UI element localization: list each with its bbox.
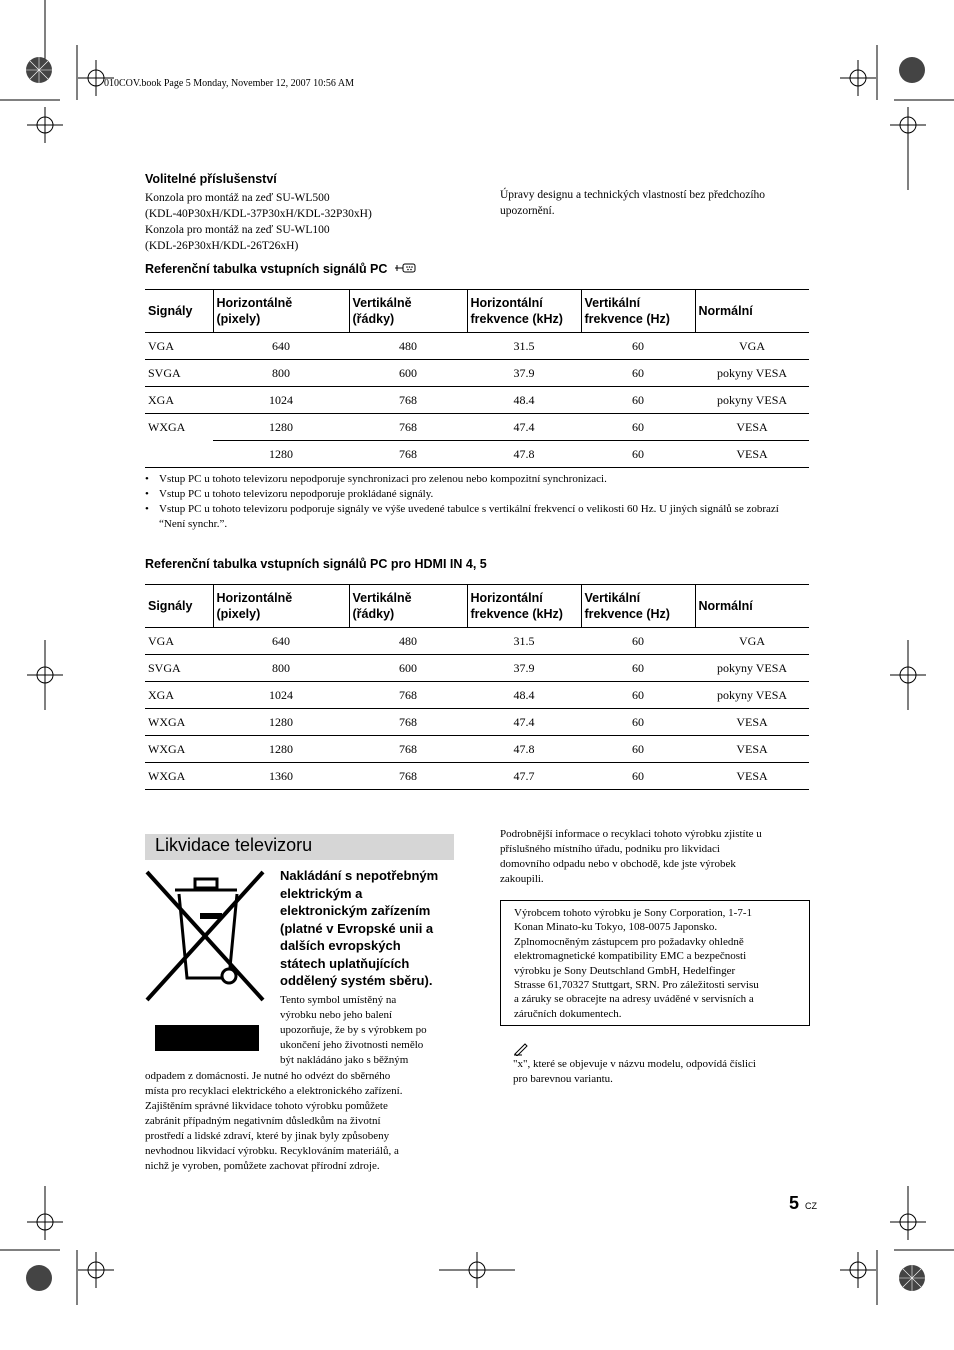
table-cell: 768	[349, 387, 467, 414]
heading-line: (platné v Evropské unii a	[280, 920, 434, 936]
heading-line: Nakládání s nepotřebným	[280, 868, 439, 883]
header-text: Horizontální	[470, 296, 543, 310]
table-cell: VESA	[695, 736, 809, 763]
table-cell: 1280	[213, 709, 349, 736]
note-item: • Vstup PC u tohoto televizoru nepodporuje prokládané signály.	[145, 487, 805, 502]
table-row	[145, 360, 809, 387]
text-line: Výrobcem tohoto výrobku je Sony Corporation, 1-7-1	[514, 907, 752, 919]
text-line: Strasse 61,70327 Stuttgart, SRN. Pro záležitosti servisu	[514, 979, 759, 992]
disposal-banner	[145, 834, 454, 860]
table-cell: WXGA	[145, 763, 213, 790]
table-cell: 47.4	[467, 709, 581, 736]
table-cell: 768	[349, 763, 467, 790]
table-cell: 480	[349, 333, 467, 360]
table-cell: 60	[581, 655, 695, 682]
table1-title	[145, 262, 418, 276]
page-number	[789, 1193, 817, 1214]
col-header-vertical	[349, 585, 467, 628]
table-cell: 768	[349, 709, 467, 736]
text-line: a záruky se obracejte na adresy uváděné v servisních a	[514, 993, 754, 1006]
heading-line: státech uplatňujících	[280, 955, 410, 971]
table-cell: VESA	[695, 763, 809, 790]
header-text: Vertikální	[584, 296, 641, 310]
col-header-vertical	[349, 290, 467, 333]
text-line: zakoupili.	[500, 873, 544, 885]
page-number-value: 5	[789, 1193, 800, 1213]
header-text: frekvence (Hz)	[584, 312, 670, 326]
pc-input-notes	[145, 472, 805, 532]
hdmi-signal-table	[145, 584, 809, 790]
table1-title-text: Referenční tabulka vstupních signálů PC	[145, 262, 388, 276]
heading-line: dalších evropských	[280, 938, 401, 953]
table-cell: 768	[349, 682, 467, 709]
text-line: Tento symbol umístěný na	[280, 994, 397, 1006]
table-cell: 60	[581, 682, 695, 709]
table-cell: SVGA	[145, 655, 213, 682]
col-header-standard	[695, 290, 809, 333]
text-line: domovního odpadu nebo v obchodě, kde jste výrobek	[500, 858, 736, 870]
disposal-text-narrow	[280, 993, 460, 1068]
header-text: (pixely)	[216, 607, 261, 621]
col-header-horizontal	[213, 290, 349, 333]
heading-line: oddělený systém sběru).	[280, 973, 433, 988]
text-line: ukončení jeho životnosti nemělo	[280, 1039, 424, 1051]
header-text: (pixely)	[216, 312, 261, 326]
pencil-note-icon	[513, 1042, 529, 1056]
text-line: Konan Minato-ku Tokyo, 108-0075 Japonsko.	[514, 921, 718, 934]
table-cell: pokyny VESA	[695, 387, 809, 414]
model-note	[513, 1057, 813, 1087]
table-cell: 640	[213, 628, 349, 655]
table-cell: 37.9	[467, 655, 581, 682]
note-item: • Vstup PC u tohoto televizoru podporuje signály ve výše uvedené tabulce s vertikální frekvencí o velikosti 60 Hz. U jiných signálů se zobrazí “Není synchr.”.	[145, 502, 805, 532]
text-line: výrobku je Sony Deutschland GmbH, Hedelfinger	[514, 964, 736, 977]
design-note-line: upozornění.	[500, 205, 555, 217]
table-cell: 1280	[213, 736, 349, 763]
table-cell	[145, 441, 213, 468]
col-header-horizontal	[213, 585, 349, 628]
table-cell: XGA	[145, 682, 213, 709]
header-text: Normální	[698, 304, 753, 318]
text-line: být nakládáno jako s běžným	[280, 1054, 409, 1066]
table-cell: 800	[213, 655, 349, 682]
table-cell: 1280	[213, 414, 349, 441]
table-row	[145, 736, 809, 763]
header-text: Vertikálně	[352, 591, 412, 605]
table-header-row	[145, 290, 809, 333]
header-text: frekvence (Hz)	[584, 607, 670, 621]
disposal-text-wide	[145, 1069, 465, 1174]
table-cell: 31.5	[467, 333, 581, 360]
table-cell: 768	[349, 736, 467, 763]
text-line: upozorňuje, že by s výrobkem po	[280, 1024, 427, 1036]
table-cell: 60	[581, 628, 695, 655]
col-header-signals	[145, 290, 213, 333]
text-line: nichž je vyroben, pomůžete zachovat přírodní zdroje.	[145, 1160, 380, 1172]
table-cell: WXGA	[148, 419, 186, 434]
design-note-line: Úpravy designu a technických vlastností bez předchozího	[500, 189, 766, 201]
text-line: Zajištěním správné likvidace tohoto výrobku pomůžete	[145, 1100, 388, 1112]
table-cell: XGA	[145, 387, 213, 414]
table-cell: 600	[349, 360, 467, 387]
table-cell: 48.4	[467, 682, 581, 709]
table-cell: 768	[349, 414, 467, 441]
table2-title: Referenční tabulka vstupních signálů PC pro HDMI IN 4, 5	[145, 557, 487, 571]
table-cell: 31.5	[467, 628, 581, 655]
table-cell: VGA	[145, 628, 213, 655]
table-cell: 60	[581, 333, 695, 360]
table-cell: 48.4	[467, 387, 581, 414]
table-cell: 37.9	[467, 360, 581, 387]
table-cell: 1024	[213, 682, 349, 709]
table-cell: WXGA	[145, 709, 213, 736]
table-cell: pokyny VESA	[695, 360, 809, 387]
table-row	[145, 709, 809, 736]
accessory-line: Konzola pro montáž na zeď SU-WL100	[145, 224, 330, 236]
col-header-vfreq	[581, 290, 695, 333]
table-row	[145, 763, 809, 790]
header-text: Horizontálně	[216, 591, 293, 605]
disposal-banner-title: Likvidace televizoru	[155, 835, 313, 855]
table-cell: 640	[213, 333, 349, 360]
text-line: záručních dokumentech.	[514, 1007, 622, 1020]
table-cell: 1360	[213, 763, 349, 790]
table-header-row	[145, 585, 809, 628]
table-cell: 60	[581, 387, 695, 414]
text-line: místa pro recyklaci elektrického a elektronického zařízení.	[145, 1085, 403, 1097]
table-cell: 60	[581, 763, 695, 790]
disposal-heading	[280, 867, 460, 990]
header-text: Signály	[148, 599, 193, 613]
table-row	[145, 655, 809, 682]
table-row	[145, 414, 809, 441]
table-cell: 47.8	[467, 736, 581, 763]
text-line: pro barevnou variantu.	[513, 1073, 613, 1085]
col-header-vfreq	[581, 585, 695, 628]
table-cell: 1280	[213, 441, 349, 468]
table-cell: 60	[581, 709, 695, 736]
header-text: (řádky)	[352, 312, 395, 326]
note-item: • Vstup PC u tohoto televizoru nepodporuje synchronizaci pro zelenou nebo kompozitní synchronizaci.	[145, 472, 805, 487]
text-line: příslušného místního úřadu, podniku pro likvidaci	[500, 843, 720, 855]
header-text: Vertikálně	[352, 296, 412, 310]
header-text: Signály	[148, 304, 193, 318]
table-cell: 60	[581, 360, 695, 387]
text-line: elektromagnetické kompatibility EMC a bezpečnosti	[514, 950, 747, 963]
text-line: zabránit případným negativním důsledkům na životní	[145, 1115, 381, 1127]
book-header-line: 010COV.book Page 5 Monday, November 12, 2007 10:56 AM	[104, 78, 354, 89]
text-line: nevhodnou likvidací výrobku. Recyklováním materiálů, a	[145, 1145, 399, 1157]
header-text: Horizontálně	[216, 296, 293, 310]
table-cell: VGA	[695, 628, 809, 655]
col-header-standard	[695, 585, 809, 628]
table-cell: VESA	[695, 709, 809, 736]
page-language: CZ	[805, 1201, 818, 1211]
header-text: (řádky)	[352, 607, 395, 621]
text-line: "x", které se objevuje v názvu modelu, odpovídá číslici	[513, 1058, 756, 1070]
header-text: Vertikální	[584, 591, 641, 605]
accessory-line: Konzola pro montáž na zeď SU-WL500	[145, 192, 330, 204]
col-header-signals	[145, 585, 213, 628]
table-cell: pokyny VESA	[695, 655, 809, 682]
pc-signal-table	[145, 289, 809, 468]
pc-input-icon	[394, 262, 418, 274]
text-line: Podrobnější informace o recyklaci tohoto výrobku zjistíte u	[500, 828, 762, 840]
table-cell: WXGA	[145, 736, 213, 763]
table-cell: 1024	[213, 387, 349, 414]
recycling-info	[500, 827, 815, 887]
table-row	[145, 682, 809, 709]
col-header-hfreq	[467, 585, 581, 628]
accessories-list	[145, 190, 475, 254]
table-cell: 47.4	[467, 414, 581, 441]
table-cell: 768	[349, 441, 467, 468]
table-cell: 480	[349, 628, 467, 655]
table-cell: SVGA	[145, 360, 213, 387]
manufacturer-box	[500, 900, 810, 1026]
table-cell: 47.8	[467, 441, 581, 468]
heading-line: elektrickým a	[280, 885, 363, 901]
text-line: odpadem z domácnosti. Je nutné ho odvézt do sběrného	[145, 1070, 391, 1082]
crossed-out-wheelie-bin-icon	[145, 870, 270, 1052]
table-row	[145, 387, 809, 414]
table-cell: 60	[581, 441, 695, 468]
text-line: výrobku nebo jeho balení	[280, 1009, 393, 1021]
accessory-line: (KDL-26P30xH/KDL-26T26xH)	[145, 240, 299, 252]
table-cell: VESA	[695, 441, 809, 468]
table-row	[145, 333, 809, 360]
table-cell: 60	[581, 736, 695, 763]
table-row	[145, 628, 809, 655]
table-cell: pokyny VESA	[695, 682, 809, 709]
table-row	[145, 441, 809, 468]
table-cell: 60	[581, 414, 695, 441]
text-line: prostředí a lidské zdraví, které by jinak byly způsobeny	[145, 1130, 390, 1142]
accessory-line: (KDL-40P30xH/KDL-37P30xH/KDL-32P30xH)	[145, 208, 372, 220]
text-line: Zplnomocněným zástupcem pro požadavky ohledně	[514, 935, 744, 948]
heading-line: elektronickým zařízením	[280, 903, 431, 918]
design-note	[500, 187, 820, 219]
accessories-title: Volitelné příslušenství	[145, 172, 277, 186]
header-text: Normální	[698, 599, 753, 613]
table-cell: VGA	[695, 333, 809, 360]
col-header-hfreq	[467, 290, 581, 333]
table-cell: 800	[213, 360, 349, 387]
table-cell: 600	[349, 655, 467, 682]
table-cell: VESA	[695, 414, 809, 441]
table-cell: 47.7	[467, 763, 581, 790]
header-text: frekvence (kHz)	[470, 607, 563, 621]
table-cell: VGA	[145, 333, 213, 360]
header-text: frekvence (kHz)	[470, 312, 563, 326]
header-text: Horizontální	[470, 591, 543, 605]
